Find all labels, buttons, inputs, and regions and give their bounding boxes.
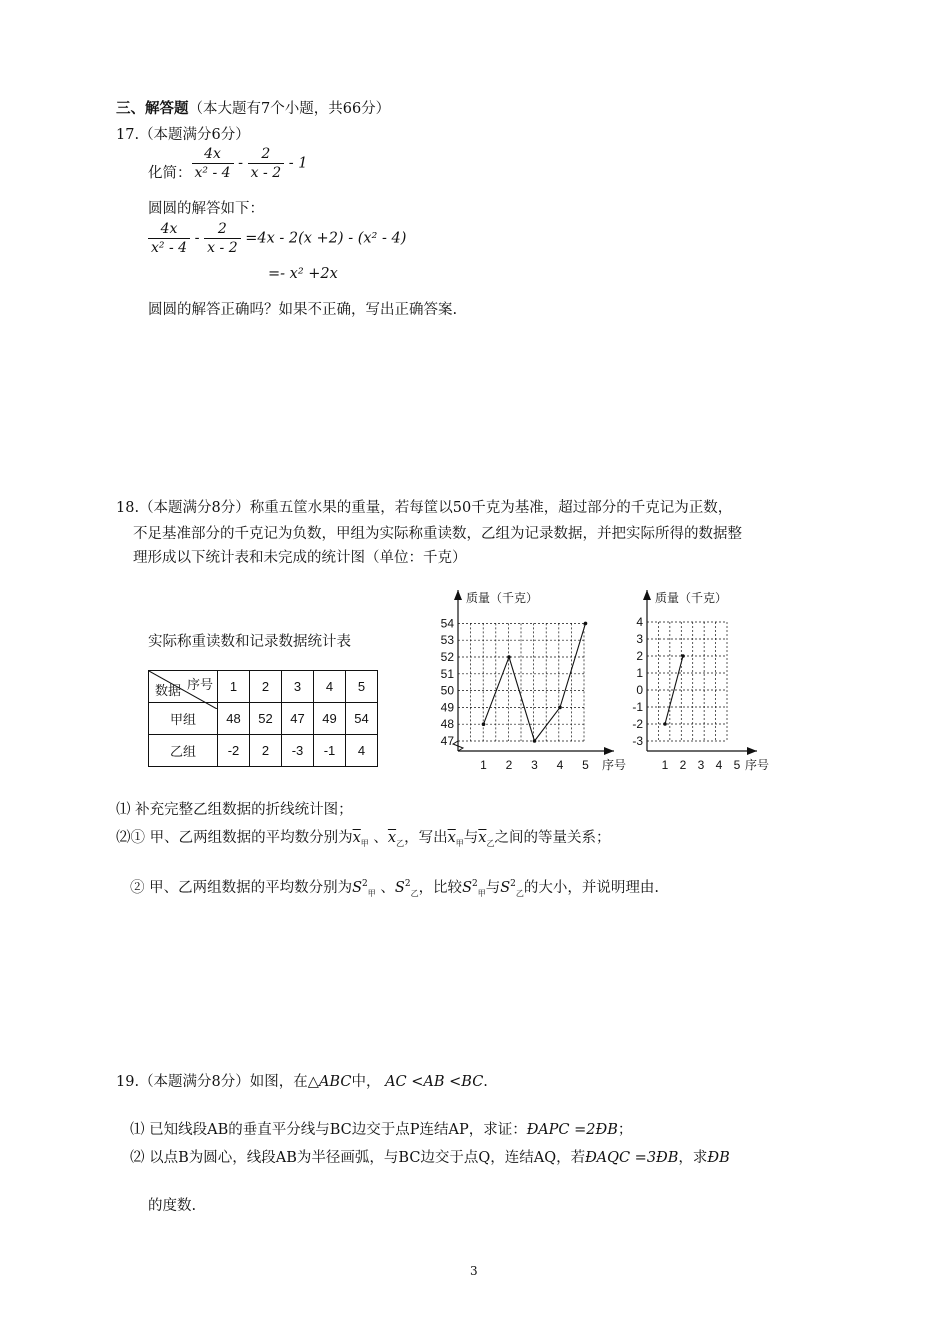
table-cell: 47 xyxy=(282,703,314,735)
x-tick-label: 5 xyxy=(733,758,741,772)
data-point xyxy=(507,655,511,659)
data-point xyxy=(584,622,588,626)
section-title: 三、解答题 xyxy=(116,100,189,117)
q17-score: （本题满分6分） xyxy=(139,127,250,143)
x-tick-label: 2 xyxy=(505,758,513,772)
x-axis-label: 序号 xyxy=(745,758,770,772)
q17-solution-fraction-1: $\frac{4x}{\text{x² - 4}}$ xyxy=(148,220,190,257)
x-axis-label: 序号 xyxy=(602,758,627,772)
q19-inequality: AC <AB <BC xyxy=(385,1074,484,1090)
y-tick-label: 47 xyxy=(440,734,454,748)
q18-sub2b-end: 的大小，并说明理由. xyxy=(523,880,660,896)
x-tick-label: 5 xyxy=(582,758,589,772)
y-axis-arrow xyxy=(643,590,651,600)
y-tick-label: 48 xyxy=(440,717,454,732)
corner-bottom-label: 数据 xyxy=(155,683,182,698)
q19-sub2-equation: ÐAQC =3ÐB xyxy=(585,1150,679,1166)
data-point xyxy=(558,706,562,710)
data-point xyxy=(533,739,537,743)
table-header-cell: 4 xyxy=(314,671,346,703)
q17-fraction-2: $\frac{2}{x - 2}$ xyxy=(248,145,284,182)
x-tick-label: 4 xyxy=(715,758,723,772)
y-tick-label: 52 xyxy=(440,650,454,664)
q17-expression xyxy=(148,145,307,183)
data-point xyxy=(663,722,667,726)
table-header-cell: 2 xyxy=(250,671,282,703)
table-row-label: 甲组 xyxy=(149,703,218,735)
yi-line-chart xyxy=(615,588,785,783)
table-header-cell: 1 xyxy=(218,671,250,703)
q17-intro: 圆圆的解答如下： xyxy=(148,201,264,217)
q19-sub2-find: ，求 xyxy=(678,1150,708,1166)
sub-yi: 乙 xyxy=(396,838,405,848)
q19-number: 19. xyxy=(116,1074,140,1090)
sub-jia: 甲 xyxy=(367,888,376,898)
x-tick-label: 4 xyxy=(556,758,564,772)
y-tick-label: -1 xyxy=(632,700,643,714)
q18-sub2a-end: 之间的等量关系； xyxy=(494,830,611,846)
table-row-label: 乙组 xyxy=(149,735,218,767)
q17-minus: - xyxy=(238,155,244,172)
q17-question: 圆圆的解答正确吗？如果不正确，写出正确答案. xyxy=(148,302,458,318)
mean-x-symbol: $\overline{x}$ xyxy=(447,830,456,846)
page-number: 3 xyxy=(470,1264,478,1278)
sq: 2 xyxy=(510,879,516,890)
y-tick-label: 1 xyxy=(636,666,643,680)
q18-sub2b-prefix: ② 甲、乙两组数据的平均数分别为 xyxy=(130,880,353,896)
q18-line1 xyxy=(116,496,732,517)
q18-table-title: 实际称重读数和记录数据统计表 xyxy=(148,634,351,650)
q19-sub2-end: 的度数. xyxy=(148,1198,197,1214)
q19-sub1-end: ； xyxy=(617,1122,633,1138)
corner-top-label: 序号 xyxy=(186,677,213,692)
q18-stats-table xyxy=(148,670,378,767)
q17-solution-minus: - xyxy=(194,230,200,247)
variance-s-symbol: S xyxy=(500,880,511,896)
table-cell: 48 xyxy=(218,703,250,735)
y-tick-label: 49 xyxy=(440,700,454,715)
x-axis-arrow xyxy=(747,747,757,755)
q18-sub2a-sep: 、 xyxy=(373,830,388,846)
y-tick-label: 0 xyxy=(636,683,643,697)
table-header-cell: 3 xyxy=(282,671,314,703)
q18-sub2a-with: 与 xyxy=(463,830,479,846)
q17-fraction-1: $\frac{4x}{\text{x² - 4}}$ xyxy=(192,145,234,182)
q18-line2: 不足基准部分的千克记为负数，甲组为实际称重读数，乙组为记录数据，并把实际所得的数据整 xyxy=(133,526,742,542)
q17-solution-fraction-2: $\frac{2}{x - 2}$ xyxy=(204,220,240,257)
sub-jia: 甲 xyxy=(360,838,369,848)
q18-sub2b-sep: 、 xyxy=(380,880,395,896)
sub-yi: 乙 xyxy=(515,888,524,898)
q19-sub1 xyxy=(130,1118,632,1139)
sq: 2 xyxy=(362,879,368,890)
q18-sub2b xyxy=(130,876,659,899)
y-tick-label: 53 xyxy=(440,633,454,648)
q17-step1: =4x - 2(x +2) - (x² - 4) xyxy=(245,230,407,247)
q17-number: 17. xyxy=(116,127,140,143)
q18-sub2b-with: 与 xyxy=(485,880,501,896)
variance-s-symbol: S xyxy=(394,880,405,896)
data-point xyxy=(681,654,685,658)
y-tick-label: 4 xyxy=(636,615,643,629)
q18-sub2a xyxy=(116,826,610,849)
q17-solution-line1 xyxy=(148,220,406,257)
x-tick-label: 1 xyxy=(480,758,487,772)
y-tick-label: 50 xyxy=(440,683,454,698)
x-tick-label: 2 xyxy=(679,758,687,772)
q18-sub2a-write: ，写出 xyxy=(404,830,448,846)
series-line xyxy=(484,623,586,741)
table-header-cell: 5 xyxy=(346,671,378,703)
table-header-row xyxy=(149,671,378,703)
table-row xyxy=(149,735,378,767)
table-cell: 2 xyxy=(250,735,282,767)
q19-sub2-angle: ÐB xyxy=(707,1150,730,1166)
q18-sub2a-prefix: ⑵① 甲、乙两组数据的平均数分别为 xyxy=(116,830,353,846)
mean-x-symbol: $\overline{x}$ xyxy=(352,830,361,846)
q19-score: （本题满分8分）如图，在 xyxy=(139,1074,308,1090)
y-axis-label: 质量（千克） xyxy=(655,591,728,605)
sub-jia: 甲 xyxy=(455,838,464,848)
y-tick-label: -3 xyxy=(632,734,643,748)
table-cell: 49 xyxy=(314,703,346,735)
x-tick-label: 3 xyxy=(531,758,538,772)
y-tick-label: 51 xyxy=(440,666,454,681)
table-cell: 4 xyxy=(346,735,378,767)
q19-header xyxy=(116,1070,488,1091)
q18-sub1: ⑴ 补充完整乙组数据的折线统计图； xyxy=(116,802,353,818)
variance-s-symbol: S xyxy=(352,880,363,896)
q19-sub1-text: ⑴ 已知线段AB的垂直平分线与BC边交于点P连结AP，求证： xyxy=(130,1122,527,1138)
sq: 2 xyxy=(404,879,411,890)
q18-number: 18. xyxy=(116,500,140,516)
sub-jia: 甲 xyxy=(477,888,486,898)
q17-header xyxy=(116,123,250,144)
y-tick-label: 3 xyxy=(636,632,643,646)
x-axis-arrow xyxy=(604,747,614,755)
table-cell: 52 xyxy=(250,703,282,735)
q17-tail: - 1 xyxy=(288,155,308,172)
section-header xyxy=(116,97,390,118)
mean-x-symbol: $\overline{x}$ xyxy=(478,830,487,846)
q18-sub2b-compare: ，比较 xyxy=(418,880,463,896)
q19-triangle: △ABC xyxy=(307,1074,352,1090)
table-cell: -2 xyxy=(218,735,250,767)
q19-mid: 中， xyxy=(351,1074,381,1090)
q19-sub2-text: ⑵ 以点B为圆心，线段AB为半径画弧，与BC边交于点Q，连结AQ，若 xyxy=(130,1150,586,1166)
x-tick-label: 1 xyxy=(661,758,669,772)
q17-simplify-label: 化简： xyxy=(148,165,192,182)
q19-sub2 xyxy=(130,1146,730,1167)
y-tick-label: 54 xyxy=(440,616,454,631)
section-note: （本大题有7个小题，共66分） xyxy=(188,101,391,117)
x-tick-label: 3 xyxy=(697,758,705,772)
q19-dot: . xyxy=(483,1074,488,1090)
table-cell: -1 xyxy=(314,735,346,767)
q19-sub1-equation: ÐAPC =2ÐB xyxy=(526,1122,618,1138)
jia-line-chart xyxy=(420,588,645,783)
variance-s-symbol: S xyxy=(462,880,472,896)
q18-line1-text: （本题满分8分）称重五筐水果的重量，若每筐以50千克为基准，超过部分的千克记为正数， xyxy=(139,500,733,516)
sub-yi: 乙 xyxy=(486,838,495,848)
y-axis-arrow xyxy=(454,590,462,600)
table-cell: -3 xyxy=(282,735,314,767)
table-cell: 54 xyxy=(346,703,378,735)
sub-yi: 乙 xyxy=(410,888,419,898)
sq: 2 xyxy=(472,879,478,890)
q18-line3: 理形成以下统计表和未完成的统计图（单位：千克） xyxy=(133,550,467,566)
mean-x-symbol: $\overline{x}$ xyxy=(387,830,397,846)
y-axis-label: 质量（千克） xyxy=(466,591,539,605)
y-tick-label: 2 xyxy=(636,649,643,663)
data-point xyxy=(482,722,486,726)
table-corner-cell xyxy=(149,671,218,703)
q17-step2: =- x² +2x xyxy=(268,266,338,282)
y-tick-label: -2 xyxy=(632,717,643,731)
